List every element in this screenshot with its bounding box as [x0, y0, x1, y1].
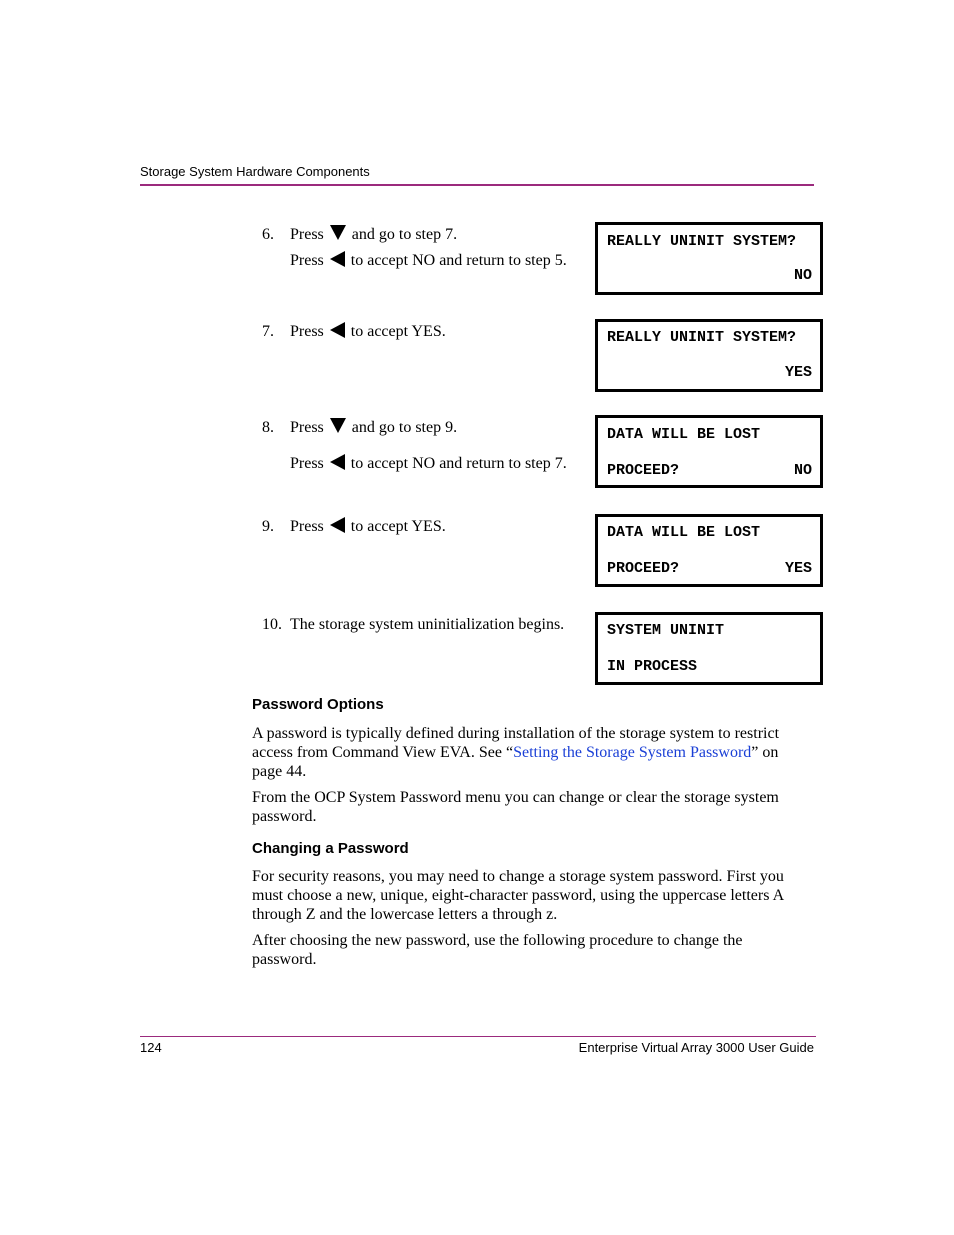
left-arrow-icon: [330, 322, 345, 338]
footer-rule: [140, 1036, 816, 1037]
display-line-2: PROCEED?: [607, 560, 680, 577]
ocp-display: [595, 319, 823, 392]
down-arrow-icon: [330, 418, 346, 433]
step-9: [262, 517, 592, 541]
step-line: Press to accept NO and return to step 7.: [290, 455, 567, 472]
display-line-1: DATA WILL BE LOST: [607, 524, 761, 541]
password-options-heading: Password Options: [252, 696, 384, 713]
display-line-1: DATA WILL BE LOST: [607, 426, 761, 443]
display-line-2: IN PROCESS: [607, 658, 698, 675]
display-line-1: SYSTEM UNINIT: [607, 622, 725, 639]
ocp-display: [595, 514, 823, 587]
step-6: [262, 225, 592, 275]
page-number: 124: [140, 1040, 162, 1055]
step-line: Press and go to step 7.: [290, 226, 458, 243]
step-8: [262, 418, 592, 474]
down-arrow-icon: [330, 225, 346, 240]
changing-password-paragraph-1: For security reasons, you may need to change a storage system password. First you must choose a new, unique, eight-character password, using the uppercase letters A through Z and the lowercase letters a through z.: [252, 868, 784, 923]
left-arrow-icon: [330, 251, 345, 267]
step-line: Press to accept YES.: [290, 323, 446, 340]
password-options-paragraph-2: From the OCP System Password menu you can change or clear the storage system password.: [252, 789, 779, 825]
changing-password-paragraph-2: After choosing the new password, use the following procedure to change the password.: [252, 932, 743, 968]
step-7: [262, 322, 592, 346]
header-rule: [140, 184, 814, 186]
step-line: Press to accept NO and return to step 5.: [290, 252, 567, 269]
ocp-display: [595, 415, 823, 488]
changing-password-heading: Changing a Password: [252, 840, 409, 857]
display-line-2: PROCEED?: [607, 462, 680, 479]
display-option: NO: [793, 462, 812, 479]
step-10: [262, 615, 592, 639]
step-number: 10.: [262, 616, 282, 633]
display-option: YES: [784, 364, 812, 381]
display-line-1: REALLY UNINIT SYSTEM?: [607, 233, 797, 250]
display-option: NO: [793, 267, 812, 284]
password-link[interactable]: Setting the Storage System Password: [513, 744, 752, 761]
ocp-display: [595, 612, 823, 685]
step-number: 6.: [262, 226, 274, 243]
left-arrow-icon: [330, 517, 345, 533]
display-line-1: REALLY UNINIT SYSTEM?: [607, 329, 797, 346]
step-line: The storage system uninitialization begins.: [290, 616, 565, 633]
step-line: Press to accept YES.: [290, 518, 446, 535]
step-number: 7.: [262, 323, 274, 340]
running-header: Storage System Hardware Components: [140, 164, 370, 179]
left-arrow-icon: [330, 454, 345, 470]
step-number: 8.: [262, 419, 274, 436]
step-line: Press and go to step 9.: [290, 419, 458, 436]
doc-title: Enterprise Virtual Array 3000 User Guide: [578, 1040, 814, 1055]
step-number: 9.: [262, 518, 274, 535]
display-option: YES: [784, 560, 812, 577]
password-options-paragraph-1: A password is typically defined during installation of the storage system to restrict access from Command View EVA. See “Setting the Storage System Password” on page 44.: [252, 725, 780, 780]
ocp-display: [595, 222, 823, 295]
